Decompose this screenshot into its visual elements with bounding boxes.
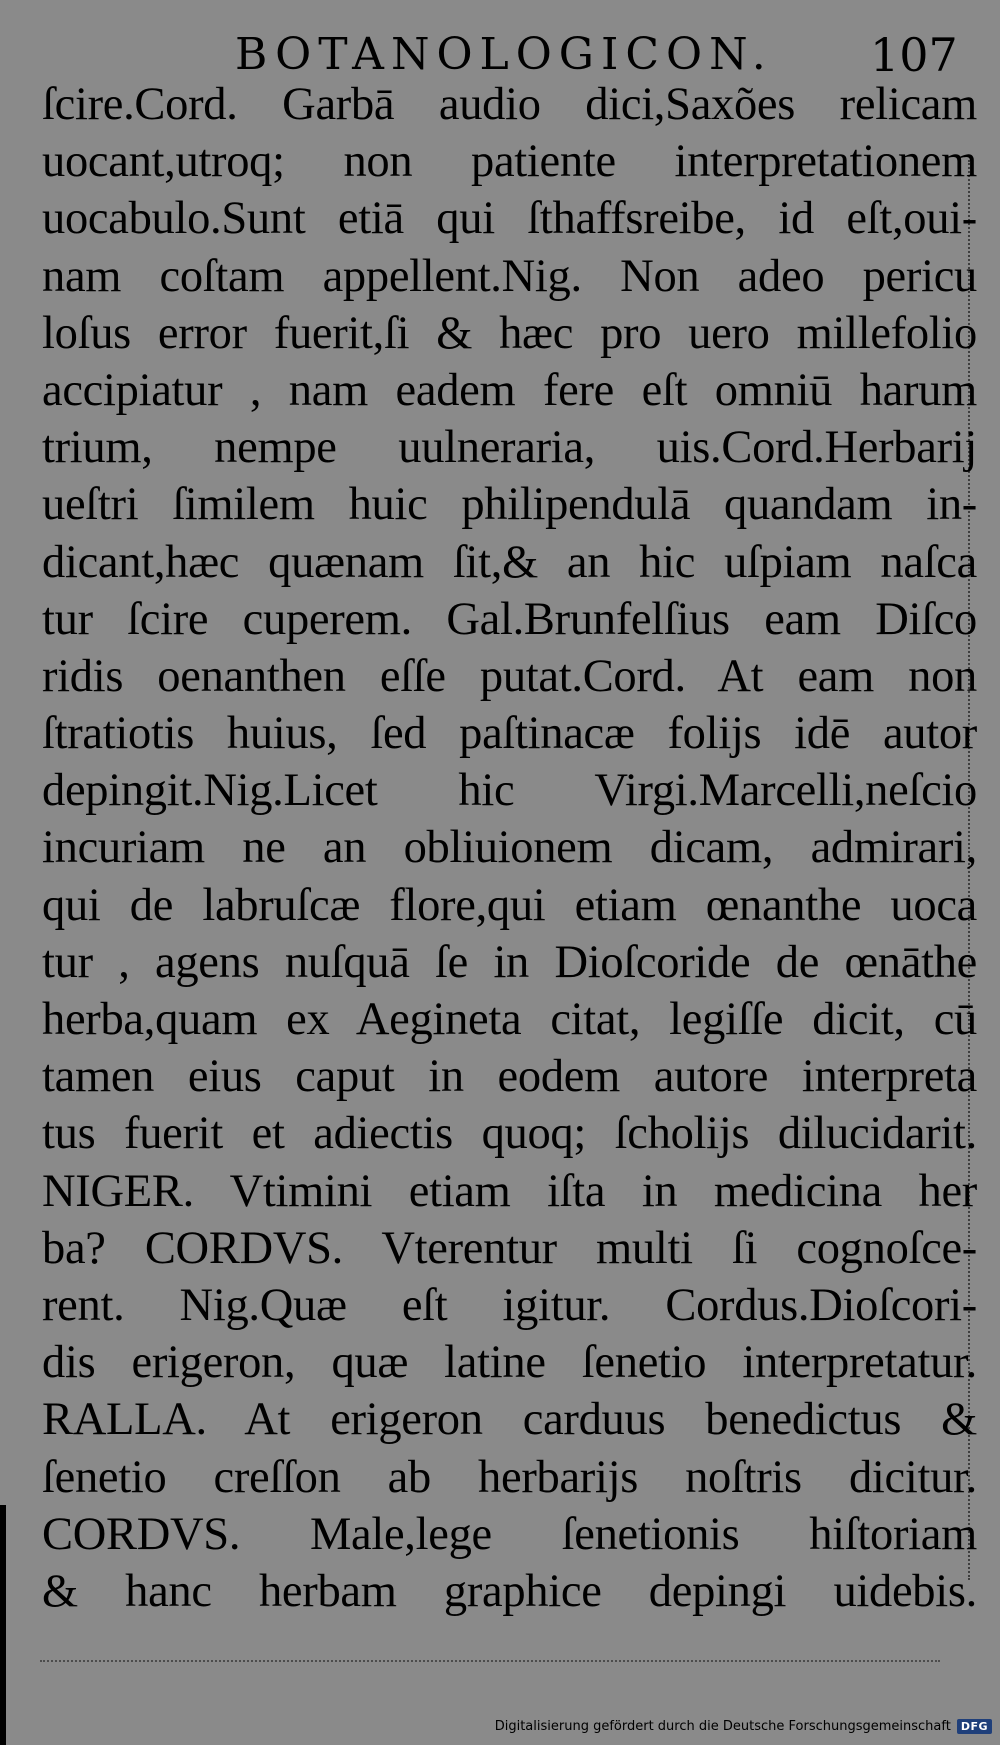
text-line: rent. Nig.Quæ eſt igitur. Cordus.Dioſcori- xyxy=(42,1279,977,1331)
text-line: RALLA. At erigeron carduus benedictus & xyxy=(42,1394,977,1446)
text-line: tur , agens nuſquā ſe in Dioſcoride de œnāthe xyxy=(42,936,977,988)
footer-credit: Digitalisierung gefördert durch die Deutsche Forschungsgemeinschaft xyxy=(494,1718,951,1734)
page-edge-speckle xyxy=(968,160,970,1580)
text-line: uocabulo.Sunt etiā qui ſthaffsreibe, id eſt,oui- xyxy=(42,193,977,245)
dfg-logo: DFG xyxy=(957,1719,992,1734)
bottom-speckle xyxy=(40,1660,940,1664)
text-line: dis erigeron, quæ latine ſenetio interpretatur. xyxy=(42,1337,977,1389)
text-line: CORDVS. Male,lege ſenetionis hiſtoriam xyxy=(42,1508,977,1560)
text-line: nam coſtam appellent.Nig. Non adeo pericu xyxy=(42,250,977,302)
text-line: accipiatur , nam eadem fere eſt omniū harum xyxy=(42,364,977,416)
text-line: ſenetio creſſon ab herbarijs noſtris dicitur. xyxy=(42,1451,977,1503)
text-line: tus fuerit et adiectis quoq; ſcholijs dilucidarit. xyxy=(42,1108,977,1160)
text-line: depingit.Nig.Licet hic Virgi.Marcelli,neſcio xyxy=(42,765,977,817)
text-line: NIGER. Vtimini etiam iſta in medicina her xyxy=(42,1165,977,1217)
text-line: uocant,utroq; non patiente interpretationem xyxy=(42,136,977,188)
binding-edge xyxy=(0,1505,6,1745)
running-title: BOTANOLOGICON. xyxy=(235,29,773,80)
text-line: herba,quam ex Aegineta citat, legiſſe dicit, cū xyxy=(42,994,977,1045)
page-number: 107 xyxy=(870,28,958,82)
text-line: ba? CORDVS. Vterentur multi ſi cognoſce- xyxy=(42,1222,977,1274)
text-line: tamen eius caput in eodem autore interpreta xyxy=(42,1051,977,1103)
text-line: loſus error fuerit,ſi & hæc pro uero millefolio xyxy=(42,307,977,359)
digitization-footer xyxy=(495,1715,992,1737)
text-line: ſtratiotis huius, ſed paſtinacæ folijs idē autor xyxy=(42,708,977,760)
text-line: incuriam ne an obliuionem dicam, admirari, xyxy=(42,822,977,874)
text-line: & hanc herbam graphice depingi uidebis. xyxy=(42,1565,977,1617)
text-line: ridis oenanthen eſſe putat.Cord. At eam non xyxy=(42,650,977,702)
text-line: ſcire.Cord. Garbā audio dici,Saxões relicam xyxy=(42,79,977,130)
text-line: dicant,hæc quænam ſit,& an hic uſpiam naſca xyxy=(42,536,977,588)
page-header xyxy=(0,30,1000,80)
text-line: qui de labruſcæ flore,qui etiam œnanthe uoca xyxy=(42,879,977,931)
text-line: trium, nempe uulneraria, uis.Cord.Herbarij xyxy=(42,422,977,474)
text-line: ueſtri ſimilem huic philipendulā quandam in- xyxy=(42,479,977,531)
body-text xyxy=(42,76,977,1620)
text-line: tur ſcire cuperem. Gal.Brunfelſius eam Diſco xyxy=(42,593,977,645)
